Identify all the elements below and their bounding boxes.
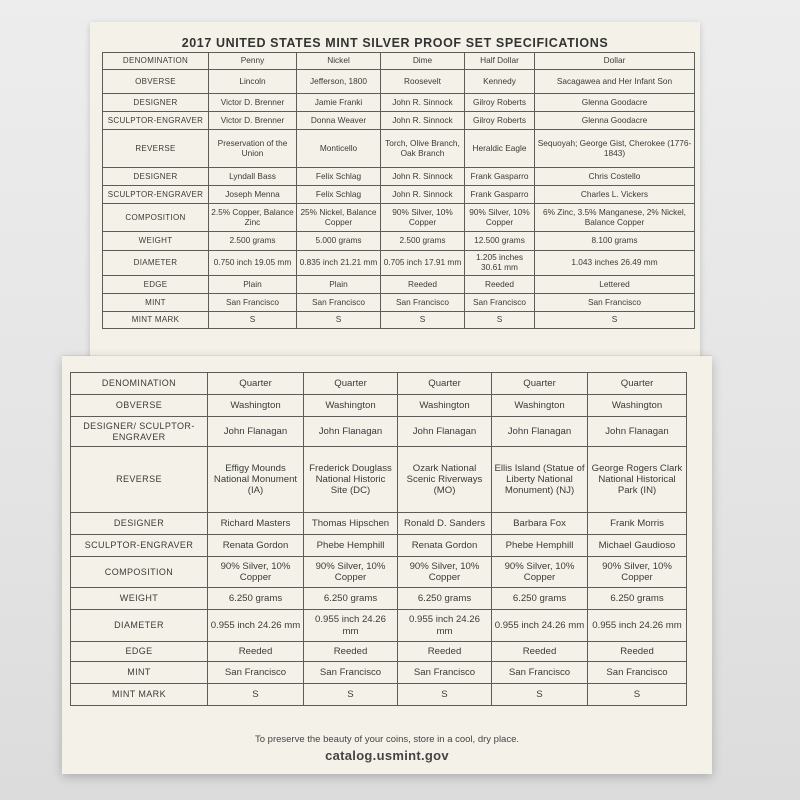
table-row [103, 94, 695, 112]
table-row [103, 53, 695, 70]
table-cell: Quarter [304, 373, 398, 395]
table-cell: S [381, 312, 465, 329]
table-cell: Plain [209, 276, 297, 294]
table-cell: S [465, 312, 535, 329]
row-label: COMPOSITION [71, 557, 208, 588]
table-cell: Phebe Hemphill [304, 535, 398, 557]
row-label: DENOMINATION [103, 53, 209, 70]
table-cell: 2.500 grams [381, 232, 465, 251]
row-label: EDGE [71, 642, 208, 662]
table-row [71, 557, 687, 588]
table-cell: 0.835 inch 21.21 mm [297, 251, 381, 276]
table-cell: Lincoln [209, 70, 297, 94]
table-row [71, 447, 687, 513]
row-label: EDGE [103, 276, 209, 294]
table-cell: San Francisco [297, 294, 381, 312]
table-cell: San Francisco [465, 294, 535, 312]
table-cell: Lyndall Bass [209, 168, 297, 186]
table-cell: Reeded [381, 276, 465, 294]
table-cell: Ozark National Scenic Riverways (MO) [398, 447, 492, 513]
table-cell: 6.250 grams [588, 588, 687, 610]
table-cell: Sacagawea and Her Infant Son [535, 70, 695, 94]
table-cell: 0.955 inch 24.26 mm [208, 610, 304, 642]
table-cell: Quarter [492, 373, 588, 395]
table-cell: S [398, 684, 492, 706]
page-title: 2017 UNITED STATES MINT SILVER PROOF SET SPECIFICATIONS [181, 36, 609, 50]
table-cell: Washington [398, 395, 492, 417]
table-row [103, 130, 695, 168]
table-cell: Victor D. Brenner [209, 94, 297, 112]
table-cell: Charles L. Vickers [535, 186, 695, 204]
table-cell: S [208, 684, 304, 706]
table-cell: John Flanagan [398, 417, 492, 447]
table-cell: Felix Schlag [297, 186, 381, 204]
row-label: SCULPTOR-ENGRAVER [71, 535, 208, 557]
table-cell: 90% Silver, 10% Copper [465, 204, 535, 232]
table-cell: Frederick Douglass National Historic Site (DC) [304, 447, 398, 513]
table-cell: John R. Sinnock [381, 186, 465, 204]
table-row [71, 513, 687, 535]
table-cell: S [209, 312, 297, 329]
table-cell: Washington [492, 395, 588, 417]
table-cell: 25% Nickel, Balance Copper [297, 204, 381, 232]
table-cell: Washington [304, 395, 398, 417]
table-cell: 90% Silver, 10% Copper [208, 557, 304, 588]
row-label: MINT MARK [103, 312, 209, 329]
table-cell: 0.750 inch 19.05 mm [209, 251, 297, 276]
table-cell: 6.250 grams [208, 588, 304, 610]
catalog-link[interactable]: catalog.usmint.gov [325, 748, 449, 763]
table-cell: Frank Morris [588, 513, 687, 535]
table-cell: Plain [297, 276, 381, 294]
table-cell: 1.205 inches 30.61 mm [465, 251, 535, 276]
table-cell: Reeded [398, 642, 492, 662]
row-label: DIAMETER [103, 251, 209, 276]
table-cell: Half Dollar [465, 53, 535, 70]
table-cell: 12.500 grams [465, 232, 535, 251]
table-cell: Quarter [588, 373, 687, 395]
table-row [71, 662, 687, 684]
row-label: SCULPTOR-ENGRAVER [103, 186, 209, 204]
table-cell: San Francisco [208, 662, 304, 684]
row-label: DESIGNER/ SCULPTOR-ENGRAVER [71, 417, 208, 447]
table-cell: Nickel [297, 53, 381, 70]
row-label: MINT [71, 662, 208, 684]
table-cell: Ronald D. Sanders [398, 513, 492, 535]
row-label: MINT [103, 294, 209, 312]
table-row [103, 251, 695, 276]
row-label: REVERSE [103, 130, 209, 168]
table-cell: Richard Masters [208, 513, 304, 535]
table-row [71, 535, 687, 557]
table-cell: San Francisco [209, 294, 297, 312]
table-row [71, 417, 687, 447]
row-label: DIAMETER [71, 610, 208, 642]
table-cell: Frank Gasparro [465, 186, 535, 204]
table-cell: 90% Silver, 10% Copper [381, 204, 465, 232]
table-cell: Chris Costello [535, 168, 695, 186]
table-cell: Penny [209, 53, 297, 70]
table-cell: Victor D. Brenner [209, 112, 297, 130]
bottom-spec-table [70, 372, 687, 706]
row-label: MINT MARK [71, 684, 208, 706]
table-cell: Felix Schlag [297, 168, 381, 186]
row-label: OBVERSE [71, 395, 208, 417]
table-row [103, 204, 695, 232]
table-cell: 6.250 grams [492, 588, 588, 610]
table-cell: 1.043 inches 26.49 mm [535, 251, 695, 276]
bottom-spec-card [62, 356, 712, 774]
table-cell: S [492, 684, 588, 706]
table-cell: George Rogers Clark National Historical Park (IN) [588, 447, 687, 513]
table-row [103, 232, 695, 251]
table-row [71, 588, 687, 610]
table-cell: Torch, Olive Branch, Oak Branch [381, 130, 465, 168]
table-row [71, 610, 687, 642]
table-cell: San Francisco [535, 294, 695, 312]
table-row [103, 186, 695, 204]
row-label: DENOMINATION [71, 373, 208, 395]
table-cell: Jamie Franki [297, 94, 381, 112]
table-cell: Ellis Island (Statue of Liberty National Monument) (NJ) [492, 447, 588, 513]
table-cell: 0.955 inch 24.26 mm [398, 610, 492, 642]
table-cell: Renata Gordon [208, 535, 304, 557]
table-cell: S [304, 684, 398, 706]
table-row [103, 112, 695, 130]
table-cell: 90% Silver, 10% Copper [304, 557, 398, 588]
row-label: DESIGNER [103, 94, 209, 112]
table-cell: Donna Weaver [297, 112, 381, 130]
table-cell: John Flanagan [588, 417, 687, 447]
table-cell: Reeded [208, 642, 304, 662]
top-spec-card [90, 22, 700, 372]
table-cell: John R. Sinnock [381, 94, 465, 112]
table-row [71, 373, 687, 395]
table-row [71, 642, 687, 662]
table-cell: John Flanagan [492, 417, 588, 447]
table-cell: S [535, 312, 695, 329]
table-cell: John R. Sinnock [381, 168, 465, 186]
table-cell: Barbara Fox [492, 513, 588, 535]
table-cell: Michael Gaudioso [588, 535, 687, 557]
table-cell: 6.250 grams [398, 588, 492, 610]
table-cell: 0.955 inch 24.26 mm [304, 610, 398, 642]
table-cell: John Flanagan [304, 417, 398, 447]
table-cell: 5.000 grams [297, 232, 381, 251]
table-cell: Reeded [465, 276, 535, 294]
row-label: WEIGHT [71, 588, 208, 610]
table-cell: Reeded [492, 642, 588, 662]
table-cell: S [297, 312, 381, 329]
table-cell: 90% Silver, 10% Copper [398, 557, 492, 588]
table-row [103, 276, 695, 294]
table-cell: Reeded [588, 642, 687, 662]
table-cell: John R. Sinnock [381, 112, 465, 130]
row-label: DESIGNER [103, 168, 209, 186]
table-cell: 0.705 inch 17.91 mm [381, 251, 465, 276]
table-cell: Dollar [535, 53, 695, 70]
storage-note: To preserve the beauty of your coins, store in a cool, dry place. [254, 734, 520, 745]
table-cell: Effigy Mounds National Monument (IA) [208, 447, 304, 513]
table-cell: 0.955 inch 24.26 mm [588, 610, 687, 642]
table-cell: Quarter [398, 373, 492, 395]
table-row [103, 294, 695, 312]
table-cell: Washington [208, 395, 304, 417]
table-cell: Frank Gasparro [465, 168, 535, 186]
table-cell: Kennedy [465, 70, 535, 94]
table-cell: John Flanagan [208, 417, 304, 447]
table-cell: Roosevelt [381, 70, 465, 94]
row-label: COMPOSITION [103, 204, 209, 232]
table-cell: 0.955 inch 24.26 mm [492, 610, 588, 642]
table-row [71, 395, 687, 417]
table-cell: Lettered [535, 276, 695, 294]
table-cell: Renata Gordon [398, 535, 492, 557]
table-row [103, 168, 695, 186]
table-cell: San Francisco [304, 662, 398, 684]
table-cell: San Francisco [398, 662, 492, 684]
table-cell: Phebe Hemphill [492, 535, 588, 557]
table-cell: Reeded [304, 642, 398, 662]
table-cell: Glenna Goodacre [535, 94, 695, 112]
table-cell: 6% Zinc, 3.5% Manganese, 2% Nickel, Balance Copper [535, 204, 695, 232]
table-row [103, 70, 695, 94]
table-cell: Preservation of the Union [209, 130, 297, 168]
table-cell: Glenna Goodacre [535, 112, 695, 130]
table-row [71, 684, 687, 706]
table-cell: Sequoyah; George Gist, Cherokee (1776-1843) [535, 130, 695, 168]
table-cell: S [588, 684, 687, 706]
table-cell: Gilroy Roberts [465, 112, 535, 130]
table-row [103, 312, 695, 329]
table-cell: Monticello [297, 130, 381, 168]
table-cell: Quarter [208, 373, 304, 395]
row-label: REVERSE [71, 447, 208, 513]
row-label: DESIGNER [71, 513, 208, 535]
row-label: OBVERSE [103, 70, 209, 94]
table-cell: Washington [588, 395, 687, 417]
table-cell: Heraldic Eagle [465, 130, 535, 168]
table-cell: 2.5% Copper, Balance Zinc [209, 204, 297, 232]
table-cell: Joseph Menna [209, 186, 297, 204]
table-cell: Dime [381, 53, 465, 70]
table-cell: 2.500 grams [209, 232, 297, 251]
table-cell: San Francisco [588, 662, 687, 684]
table-cell: San Francisco [492, 662, 588, 684]
table-cell: 90% Silver, 10% Copper [588, 557, 687, 588]
table-cell: Gilroy Roberts [465, 94, 535, 112]
top-spec-table [102, 52, 695, 329]
table-cell: Jefferson, 1800 [297, 70, 381, 94]
table-cell: San Francisco [381, 294, 465, 312]
table-cell: 8.100 grams [535, 232, 695, 251]
table-cell: 90% Silver, 10% Copper [492, 557, 588, 588]
row-label: SCULPTOR-ENGRAVER [103, 112, 209, 130]
table-cell: Thomas Hipschen [304, 513, 398, 535]
row-label: WEIGHT [103, 232, 209, 251]
table-cell: 6.250 grams [304, 588, 398, 610]
